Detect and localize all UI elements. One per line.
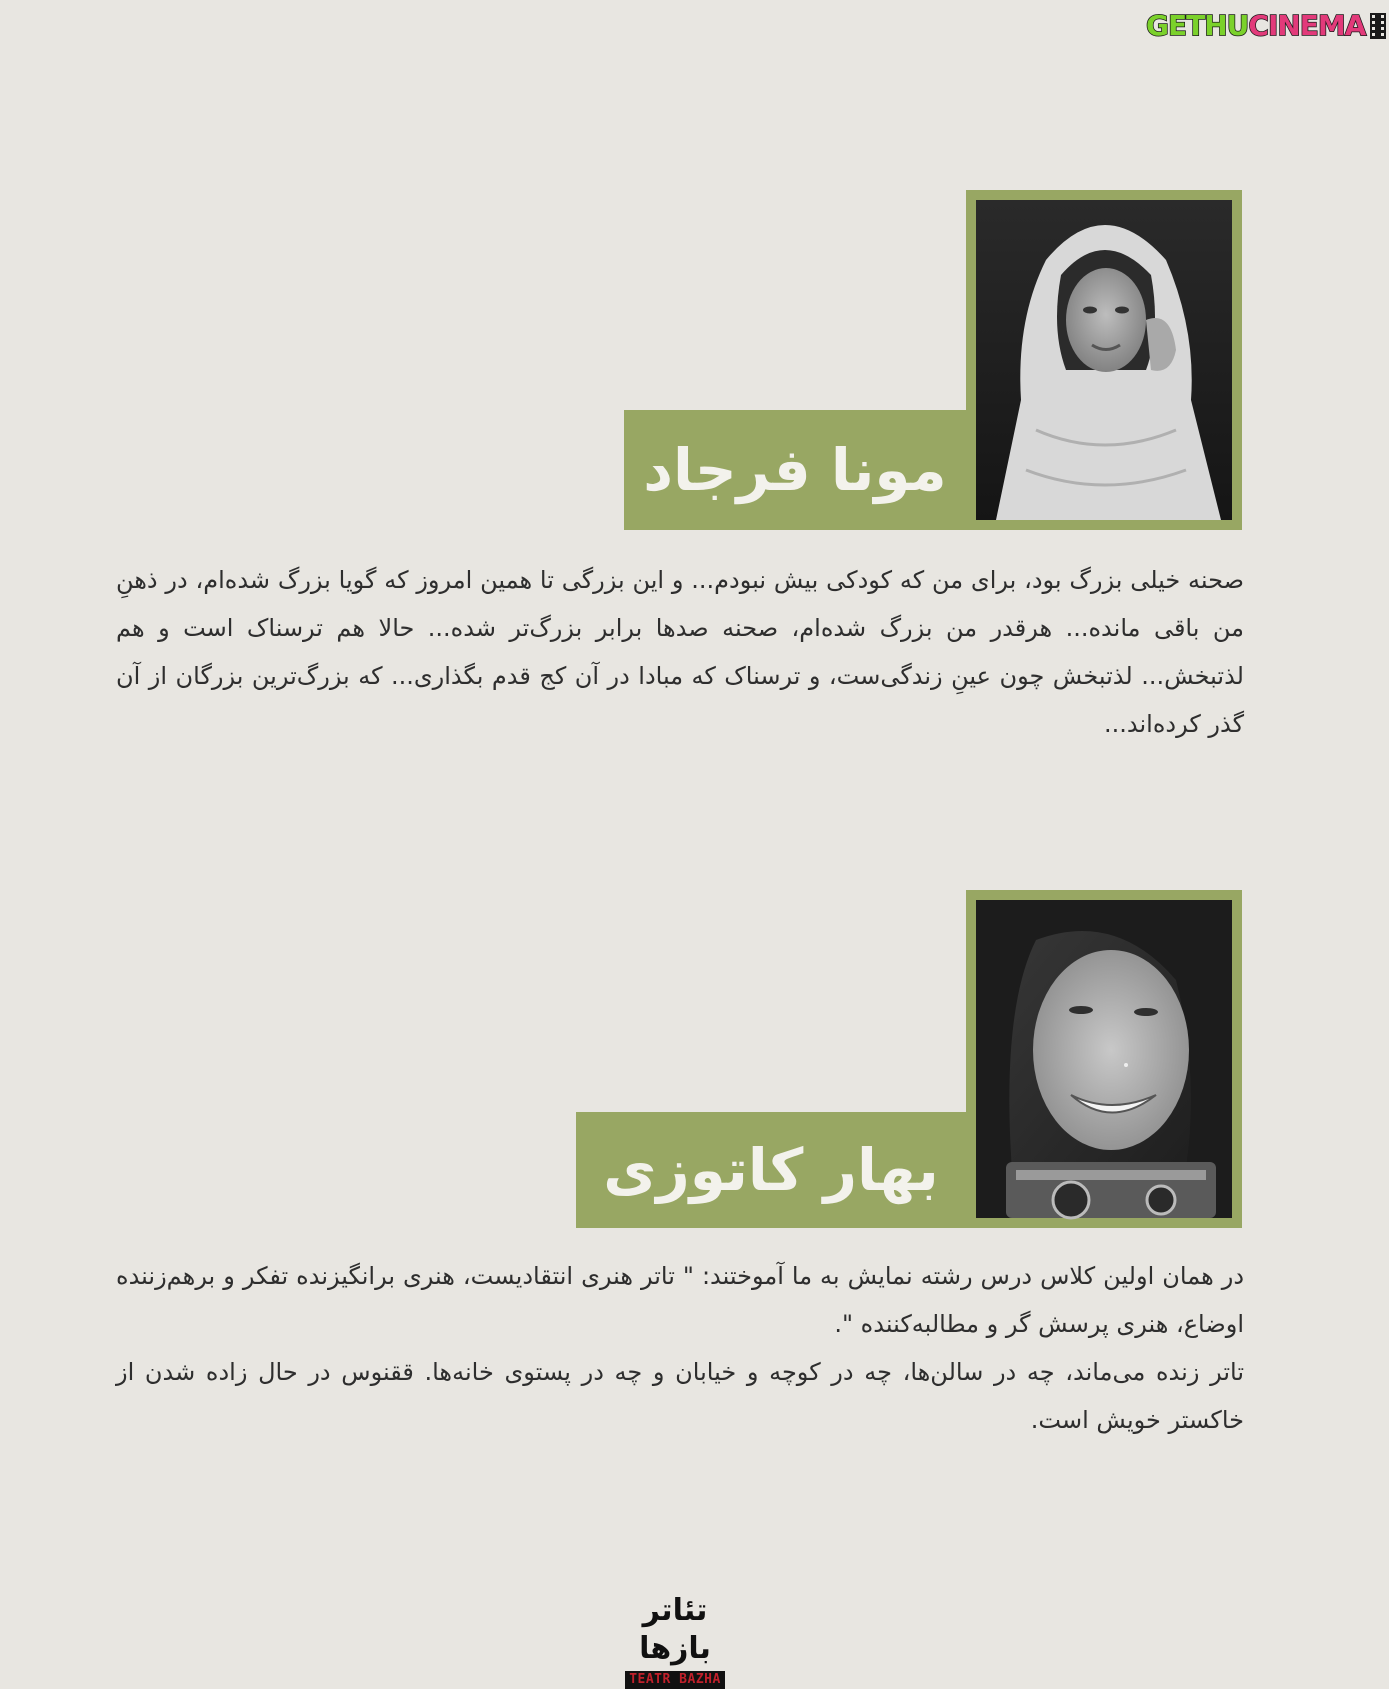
name-label-2 [576, 1112, 966, 1228]
name-label-1 [624, 410, 966, 530]
quote-text-1 [116, 556, 1244, 748]
photo-frame-1 [966, 190, 1242, 530]
teatr-bazha-logo [624, 1592, 726, 1687]
portrait-photo-2 [976, 900, 1232, 1218]
quote-paragraph: تاتر زنده می‌ماند، چه در سالن‌ها، چه در کوچه و خیابان و چه در پستوی خانه‌ها. ققنوس در حال زاده شدن از خاکستر خویش است. [116, 1358, 1244, 1434]
portrait-photo-1 [976, 200, 1232, 520]
watermark-text-2: CINEMA [1248, 9, 1366, 42]
person-name-1: مونا فرجاد [643, 436, 947, 504]
film-reel-icon [1367, 11, 1389, 41]
logo-english-text: TEATR BAZHA [625, 1671, 725, 1689]
person-name-2: بهار کاتوزی [603, 1136, 939, 1204]
logo-persian-text: تئاتر بازها [639, 1593, 711, 1666]
watermark-text-1: GETHU [1146, 9, 1249, 42]
photo-frame-2 [966, 890, 1242, 1228]
quote-paragraph: صحنه خیلی بزرگ بود، برای من که کودکی بیش نبودم... و این بزرگی تا همین امروز که گویا بزرگ شده‌ام، در ذهنِ من باقی مانده... هرقدر من بزرگ شده‌ام، صحنه صدها برابر بزرگ‌تر شده... حالا هم ترسناک است و هم لذتبخش... لذتبخش چون عینِ زندگی‌ست، و ترسناک که مبادا در آن کج قدم بگذاری... که بزرگ‌ترین بزرگان از آن گذر کرده‌اند... [116, 566, 1244, 738]
watermark-logo [1146, 8, 1366, 44]
quote-paragraph: در همان اولین کلاس درس رشته نمایش به ما آموختند: " تاتر هنری انتقادیست، هنری برانگیزنده تفکر و برهم‌زننده اوضاع، هنری پرسش گر و مطالبه‌کننده ". [116, 1262, 1244, 1338]
quote-text-2 [116, 1252, 1244, 1444]
